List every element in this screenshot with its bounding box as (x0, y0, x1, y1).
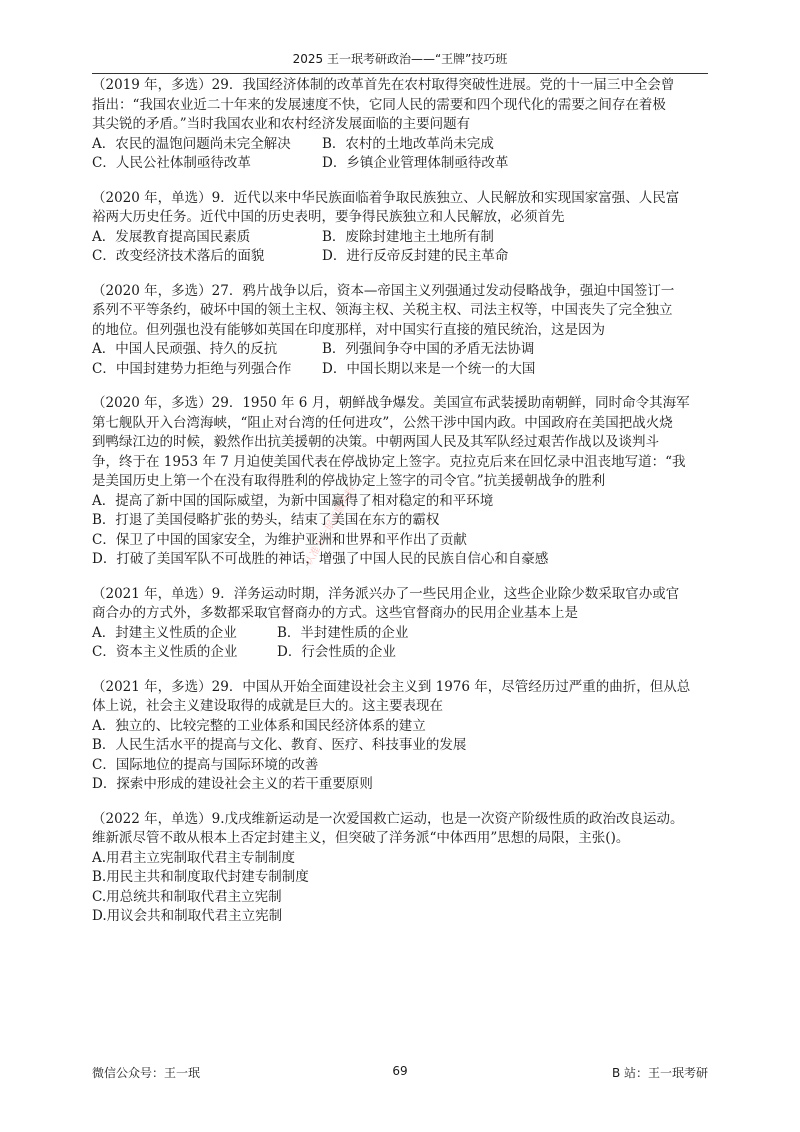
question-stem-line: 系列不平等条约，破坏中国的领土主权、领海主权、关税主权、司法主权等，中国丧失了完全独立 (92, 302, 673, 318)
option-d: D．打破了美国军队不可战胜的神话，增强了中国人民的民族自信心和自豪感 (92, 551, 549, 567)
option-a: A．中国人民顽强、持久的反抗 (92, 341, 278, 357)
question-stem-line: 指出：“我国农业近二十年来的发展速度不快，它同人民的需要和四个现代化的需要之间存在着极 (92, 96, 666, 113)
option-a: A．发展教育提高国民素质 (92, 228, 251, 245)
footer-bilibili: B 站：王一珉考研 (611, 1066, 708, 1080)
option-d: D．乡镇企业管理体制亟待改革 (322, 155, 509, 171)
question-stem-line: 裕两大历史任务。近代中国的历史表明，要争得民族独立和人民解放，必须首先 (92, 209, 565, 225)
options (92, 340, 708, 379)
option-a: A．独立的、比较完整的工业体系和国民经济体系的建立 (92, 717, 426, 734)
option-b: B．废除封建地主土地所有制 (322, 228, 494, 245)
question-stem-line: （2020 年，多选）27．鸦片战争以后，资本—帝国主义列强通过发动侵略战争，强迫中国签订一 (92, 282, 675, 299)
options (92, 135, 708, 174)
question-stem-line: （2021 年，多选）29．中国从开始全面建设社会主义到 1976 年，尽管经历过严重的曲折，但从总 (92, 678, 691, 695)
question-stem-line: 维新派尽管不敢从根本上否定封建主义，但突破了洋务派“中体西用”思想的局限，主张()。 (92, 830, 630, 846)
watermark: 认准王一珉正版资料 (303, 484, 358, 568)
question-2 (92, 189, 708, 267)
question-stem-line: 第七舰队开入台湾海峡，“阻止对台湾的任何进攻”，公然干涉中国内政。中国政府在美国把战火烧 (92, 414, 673, 431)
option-a: A.用君主立宪制取代君主专制制度 (92, 849, 296, 866)
option-c: C．国际地位的提高与国际环境的改善 (92, 756, 319, 773)
question-stem-line: （2020 年，单选）9．近代以来中华民族面临着争取民族独立、人民解放和实现国家富强、人民富 (92, 189, 680, 206)
question-stem-line: 到鸭绿江边的时候，毅然作出抗美援朝的决策。中朝两国人民及其军队经过艰苦作战以及谈判斗 (92, 434, 659, 450)
page-number: 69 (392, 1064, 408, 1078)
options (92, 492, 708, 570)
option-b: B．人民生活水平的提高与文化、教育、医疗、科技事业的发展 (92, 737, 467, 753)
options (92, 228, 708, 267)
page-footer (92, 1064, 708, 1081)
question-list (92, 76, 708, 942)
option-c: C．中国封建势力拒绝与列强合作 (92, 360, 292, 377)
options (92, 624, 708, 663)
option-b: B．半封建性质的企业 (277, 624, 409, 641)
question-5 (92, 585, 708, 663)
header-title: 2025 王一珉考研政治——“王牌”技巧班 (292, 52, 508, 66)
option-d: D.用议会共和制取代君主立宪制 (92, 908, 283, 924)
question-stem-line: （2019 年，多选）29．我国经济体制的改革首先在农村取得突破性进展。党的十一届三中全会曾 (92, 77, 675, 93)
option-b: B．农村的土地改革尚未完成 (322, 135, 494, 152)
option-d: D．行会性质的企业 (277, 644, 396, 660)
question-3 (92, 282, 708, 380)
question-7 (92, 810, 708, 927)
page-header (92, 50, 708, 74)
question-4 (92, 394, 708, 570)
option-b: B．打退了美国侵略扩张的势头，结束了美国在东方的霸权 (92, 512, 440, 528)
option-a: A．农民的温饱问题尚未完全解决 (92, 135, 291, 152)
option-d: D．进行反帝反封建的民主革命 (322, 248, 509, 264)
option-b: B．列强间争夺中国的矛盾无法协调 (322, 341, 535, 357)
question-stem-line: 争，终于在 1953 年 7 月迫使美国代表在停战协定上签字。克拉克后来在回忆录中沮丧地写道：“我 (92, 453, 686, 470)
question-stem-line: 的地位。但列强也没有能够如英国在印度那样，对中国实行直接的殖民统治，这是因为 (92, 321, 605, 338)
question-stem-line: （2020 年，多选）29．1950 年 6 月，朝鲜战争爆发。美国宣布武装援助南朝鲜，同时命令其海军 (92, 395, 690, 411)
option-b: B.用民主共和制度取代封建专制制度 (92, 869, 309, 885)
question-stem-line: 其尖锐的矛盾。”当时我国农业和农村经济发展面临的主要问题有 (92, 116, 471, 132)
option-a: A．提高了新中国的国际威望，为新中国赢得了相对稳定的和平环境 (92, 492, 494, 509)
question-1 (92, 76, 708, 174)
footer-wechat: 微信公众号：王一珉 (92, 1066, 201, 1080)
option-d: D．中国长期以来是一个统一的大国 (322, 360, 536, 377)
question-stem-line: 是美国历史上第一个在没有取得胜利的停战协定上签字的司令官。”抗美援朝战争的胜利 (92, 473, 606, 489)
question-stem-line: （2021 年，单选）9．洋务运动时期，洋务派兴办了一些民用企业，这些企业除少数采取官办或官 (92, 585, 680, 602)
option-a: A．封建主义性质的企业 (92, 624, 237, 641)
option-c: C.用总统共和制取代君主立宪制 (92, 888, 282, 905)
option-c: C．改变经济技术落后的面貌 (92, 248, 265, 264)
options (92, 849, 708, 927)
option-d: D．探索中形成的建设社会主义的若干重要原则 (92, 776, 373, 792)
option-c: C．资本主义性质的企业 (92, 644, 238, 660)
question-stem-line: （2022 年，单选）9.戊戌维新运动是一次爱国救亡运动，也是一次资产阶级性质的政治改良运动。 (92, 810, 684, 827)
option-c: C．保卫了中国的国家安全，为维护亚洲和世界和平作出了贡献 (92, 531, 467, 548)
option-c: C．人民公社体制亟待改革 (92, 155, 251, 171)
question-6 (92, 678, 708, 795)
question-stem-line: 体上说，社会主义建设取得的成就是巨大的。这主要表现在 (92, 698, 443, 714)
options (92, 717, 708, 795)
question-stem-line: 商合办的方式外，多数都采取官督商办的方式。这些官督商办的民用企业基本上是 (92, 605, 578, 621)
